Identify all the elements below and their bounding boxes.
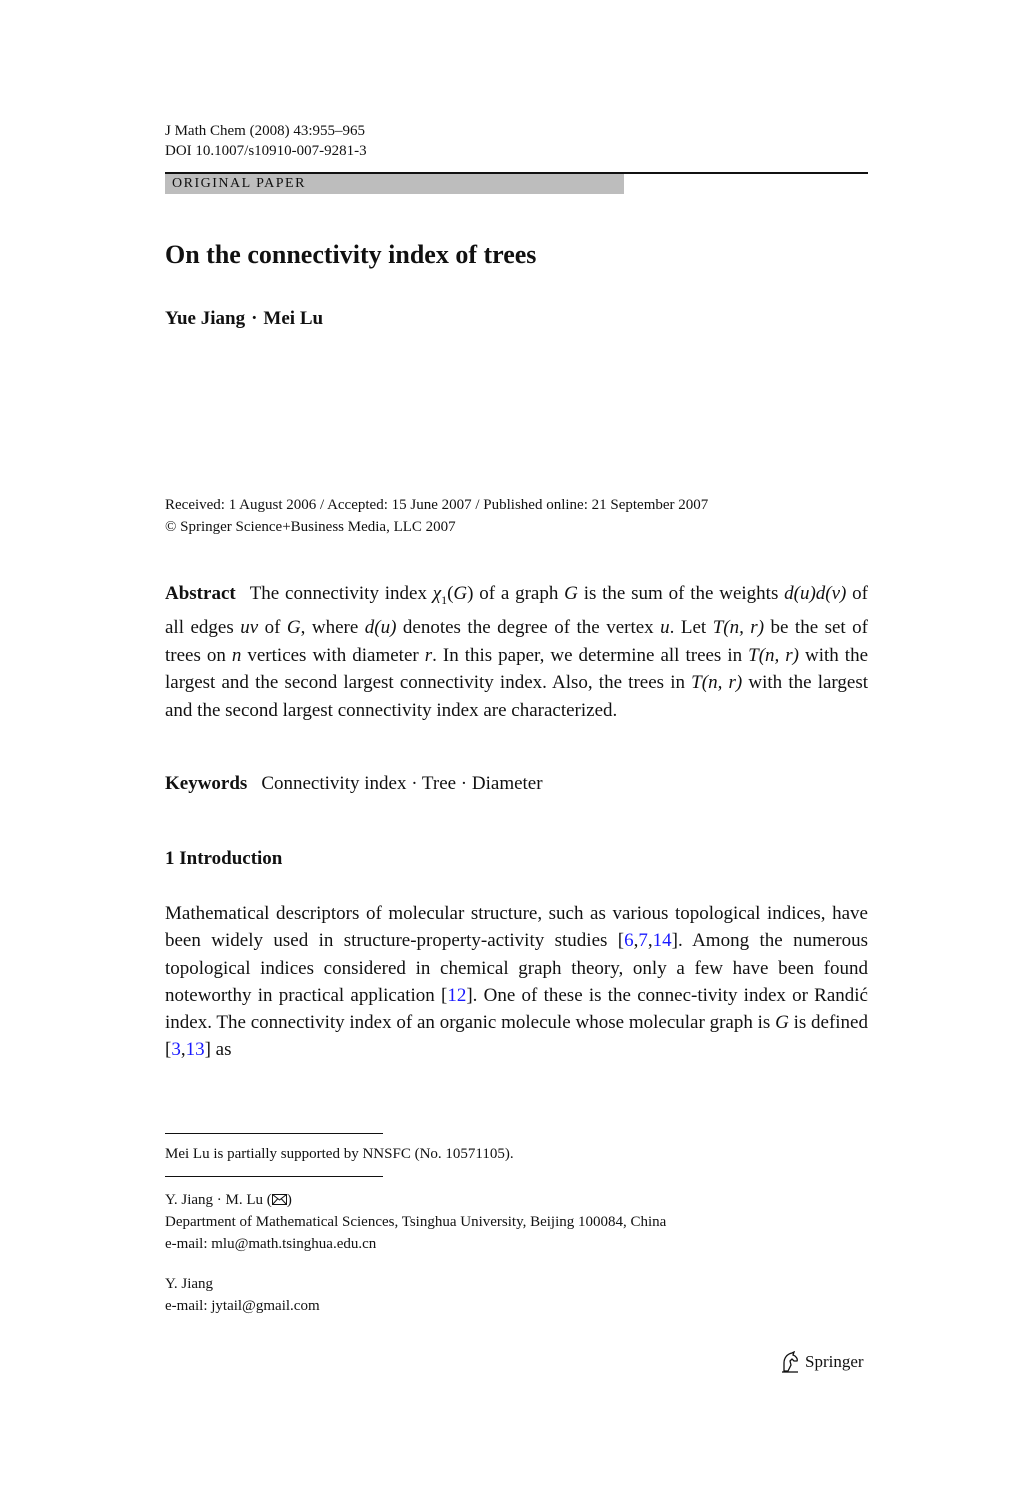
abstract-text: of all edges — [165, 583, 869, 639]
doi: DOI 10.1007/s10910-007-9281-3 — [165, 143, 367, 159]
body-text: ]. One of these is the connec-tivity index or Randić index. The connectivity index of an organic molecule whose molecular graph is — [165, 984, 868, 1034]
math-expr: T(n, r) — [691, 672, 743, 694]
abstract-text: , where — [300, 617, 365, 639]
affiliation-department: Department of Mathematical Sciences, Tsinghua University, Beijing 100084, China — [165, 1214, 667, 1230]
citation-link[interactable]: 14 — [652, 930, 672, 952]
affiliation-name: Y. Jiang — [165, 1276, 214, 1292]
citation-link[interactable]: 12 — [447, 984, 467, 1006]
article-type-banner: ORIGINAL PAPER — [165, 174, 624, 194]
author-name: Yue Jiang — [165, 308, 246, 329]
publisher-name: Springer — [805, 1352, 864, 1371]
math-subscript: 1 — [441, 592, 448, 607]
abstract-text: be the set of trees on — [165, 617, 869, 666]
keywords-label: Keywords — [165, 773, 248, 794]
journal-info — [165, 121, 367, 161]
affiliation-email[interactable]: e-mail: mlu@math.tsinghua.edu.cn — [165, 1236, 377, 1252]
math-expr: d(u) — [364, 617, 397, 639]
author-name: Mei Lu — [263, 308, 324, 329]
math-var: G — [775, 1012, 789, 1034]
abstract-text: is the sum of the weights — [577, 583, 785, 604]
math-var: G — [453, 583, 468, 604]
math-var: r — [424, 644, 433, 666]
math-var: G — [564, 583, 578, 604]
affiliation-email[interactable]: e-mail: jytail@gmail.com — [165, 1298, 320, 1314]
abstract-text: ( — [447, 583, 454, 604]
affiliation-secondary — [165, 1273, 320, 1317]
math-expr: T(n, r) — [712, 617, 765, 639]
publication-dates — [165, 494, 708, 538]
affiliation — [165, 1189, 666, 1255]
math-var: u — [660, 617, 670, 639]
math-expr: T(n, r) — [748, 644, 799, 666]
author-list — [165, 308, 323, 330]
footnote-rule — [165, 1133, 383, 1134]
paper-title: On the connectivity index of trees — [165, 240, 537, 269]
body-text: ]. Among the numerous topological indices considered in chemical graph theory, only a few have been found noteworthy in practical application [ — [165, 930, 868, 1006]
abstract-text: vertices with diameter — [241, 644, 425, 666]
abstract-text: . In this paper, we determine all trees in — [432, 644, 749, 666]
body-text: , — [180, 1039, 186, 1061]
body-text: ] as — [204, 1039, 232, 1061]
abstract-text: ) of a graph — [467, 583, 565, 604]
citation-link[interactable]: 13 — [185, 1039, 205, 1061]
publisher-logo — [780, 1351, 864, 1373]
affiliation-names-text: Y. Jiang · M. Lu ( — [165, 1192, 272, 1208]
journal-citation: J Math Chem (2008) 43:955–965 — [165, 123, 365, 139]
abstract-text: . Let — [669, 617, 713, 639]
abstract-text: with the largest and the second largest connectivity index are characterized. — [165, 672, 868, 721]
body-text: is defined [ — [165, 1012, 868, 1061]
math-var: n — [231, 644, 242, 666]
affiliation-names-text: ) — [286, 1192, 292, 1208]
math-var: uv — [240, 617, 259, 639]
citation-link[interactable]: 7 — [638, 930, 648, 952]
author-separator: · — [251, 308, 258, 329]
affiliation-names — [165, 1189, 666, 1211]
intro-paragraph — [165, 900, 868, 1064]
keywords-text: Connectivity index · Tree · Diameter — [261, 773, 543, 794]
body-text: , — [647, 930, 653, 952]
abstract-label: Abstract — [165, 583, 236, 604]
abstract — [165, 580, 868, 724]
envelope-icon — [272, 1194, 287, 1205]
copyright-line: © Springer Science+Business Media, LLC 2007 — [165, 519, 456, 535]
citation-link[interactable]: 3 — [171, 1039, 181, 1061]
funding-footnote: Mei Lu is partially supported by NNSFC (No. 10571105). — [165, 1146, 514, 1162]
math-expr: d(u)d(v) — [784, 583, 847, 604]
footnote-rule — [165, 1176, 383, 1177]
history-line: Received: 1 August 2006 / Accepted: 15 June 2007 / Published online: 21 September 2007 — [165, 497, 709, 513]
section-number: 1 — [165, 848, 175, 869]
body-text: , — [633, 930, 639, 952]
abstract-text: denotes the degree of the vertex — [396, 617, 661, 639]
section-heading — [165, 848, 282, 870]
math-chi: χ — [432, 583, 442, 604]
springer-horse-icon — [780, 1351, 800, 1373]
abstract-text: The connectivity index — [249, 583, 433, 604]
body-text: Mathematical descriptors of molecular structure, such as various topological indices, have been widely used in structure-property-activity studies [ — [165, 903, 868, 952]
abstract-text: of — [258, 617, 287, 639]
section-title: Introduction — [179, 848, 283, 869]
math-var: G — [286, 617, 301, 639]
citation-link[interactable]: 6 — [624, 930, 634, 952]
abstract-text: with the largest and the second largest connectivity index. Also, the trees in — [165, 644, 868, 694]
keywords — [165, 770, 543, 797]
